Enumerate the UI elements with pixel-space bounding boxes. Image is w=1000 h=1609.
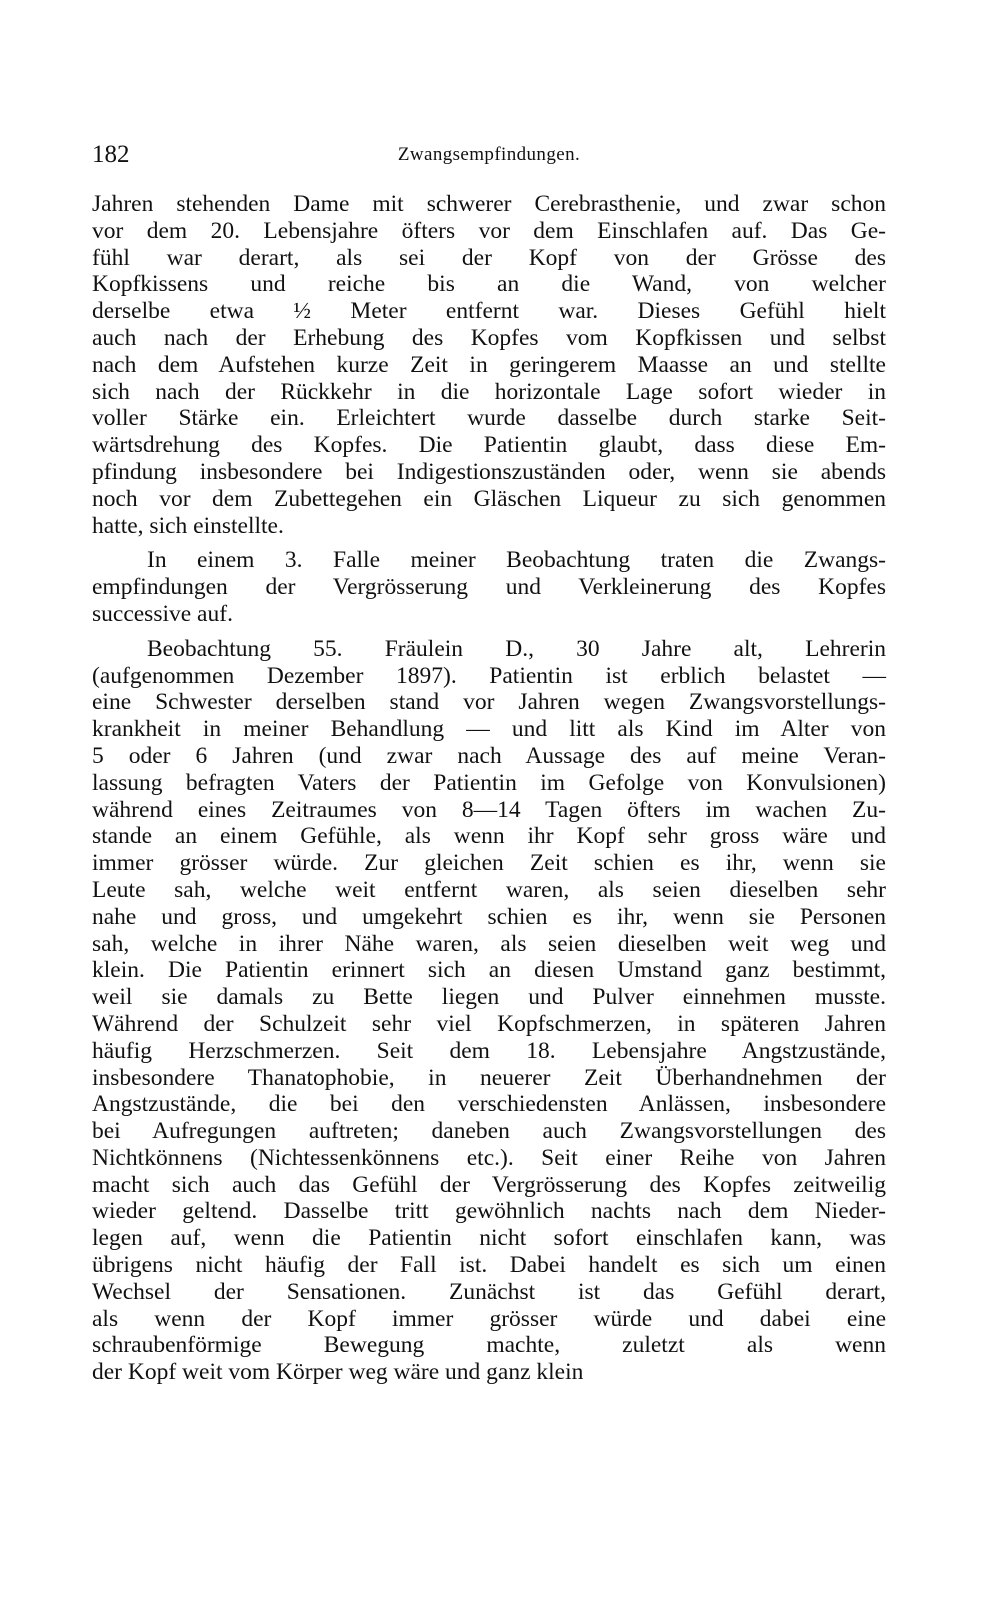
text-line: wieder geltend. Dasselbe tritt gewöhnlich nachts nach dem Nieder- <box>92 1198 886 1225</box>
text-line: pfindung insbesondere bei Indigestionszuständen oder, wenn sie abends <box>92 458 886 485</box>
text-line: übrigens nicht häufig der Fall ist. Dabei handelt es sich um einen <box>92 1252 886 1279</box>
text-line: vor dem 20. Lebensjahre öfters vor dem Einschlafen auf. Das Ge- <box>92 217 886 244</box>
text-line: auch nach der Erhebung des Kopfes vom Kopfkissen und selbst <box>92 324 886 351</box>
text-line: Nichtkönnens (Nichtessenkönnens etc.). Seit einer Reihe von Jahren <box>92 1144 886 1171</box>
paragraph-gap <box>92 539 886 547</box>
text-line: krankheit in meiner Behandlung — und litt als Kind im Alter von <box>92 716 886 743</box>
text-line: schraubenförmige Bewegung machte, zuletzt als wenn <box>92 1332 886 1359</box>
text-line: bei Aufregungen auftreten; daneben auch Zwangsvorstellungen des <box>92 1118 886 1145</box>
text-line: Kopfkissens und reiche bis an die Wand, von welcher <box>92 271 886 298</box>
text-line: hatte, sich einstellte. <box>92 512 284 539</box>
text-line: häufig Herzschmerzen. Seit dem 18. Lebensjahre Angstzustände, <box>92 1037 886 1064</box>
text-line: Angstzustände, die bei den verschiedensten Anlässen, insbesondere <box>92 1091 886 1118</box>
paragraph-gap <box>92 628 886 636</box>
text-line: wärtsdrehung des Kopfes. Die Patientin glaubt, dass diese Em- <box>92 432 886 459</box>
page-number: 182 <box>92 141 130 168</box>
text-line: nahe und gross, und umgekehrt schien es ihr, wenn sie Personen <box>92 903 886 930</box>
text-line: Während der Schulzeit sehr viel Kopfschmerzen, in späteren Jahren <box>92 1010 886 1037</box>
text-line: weil sie damals zu Bette liegen und Pulver einnehmen musste. <box>92 984 886 1011</box>
text-line: voller Stärke ein. Erleichtert wurde dasselbe durch starke Seit- <box>92 405 886 432</box>
text-line: der Kopf weit vom Körper weg wäre und ganz klein <box>92 1359 584 1386</box>
text-line: Jahren stehenden Dame mit schwerer Cerebrasthenie, und zwar schon <box>92 191 886 217</box>
text-line: immer grösser würde. Zur gleichen Zeit schien es ihr, wenn sie <box>92 850 886 877</box>
text-line: klein. Die Patientin erinnert sich an diesen Umstand ganz bestimmt, <box>92 957 886 984</box>
text-line: Beobachtung 55. Fräulein D., 30 Jahre alt, Lehrerin <box>147 635 886 662</box>
body-text <box>92 191 886 1386</box>
text-line: fühl war derart, als sei der Kopf von der Grösse des <box>92 244 886 271</box>
text-line: Leute sah, welche weit entfernt waren, als seien dieselben sehr <box>92 876 886 903</box>
text-line: während eines Zeitraumes von 8—14 Tagen öfters im wachen Zu- <box>92 796 886 823</box>
text-line: Wechsel der Sensationen. Zunächst ist das Gefühl derart, <box>92 1278 886 1305</box>
text-line: nach dem Aufstehen kurze Zeit in geringerem Maasse an und stellte <box>92 351 886 378</box>
text-line: eine Schwester derselben stand vor Jahren wegen Zwangsvorstellungs- <box>92 689 886 716</box>
text-line: legen auf, wenn die Patientin nicht sofort einschlafen kann, was <box>92 1225 886 1252</box>
paragraph <box>92 636 886 1386</box>
text-line: successive auf. <box>92 600 233 627</box>
text-line: 5 oder 6 Jahren (und zwar nach Aussage des auf meine Veran- <box>92 742 886 769</box>
text-line: sah, welche in ihrer Nähe waren, als seien dieselben weit weg und <box>92 930 886 957</box>
text-line: noch vor dem Zubettegehen ein Gläschen Liqueur zu sich genommen <box>92 485 886 512</box>
running-title: Zwangsempfindungen. <box>397 144 581 165</box>
text-line: empfindungen der Vergrösserung und Verkleinerung des Kopfes <box>92 574 886 601</box>
text-line: macht sich auch das Gefühl der Vergrösserung des Kopfes zeitweilig <box>92 1171 886 1198</box>
text-line: stande an einem Gefühle, als wenn ihr Kopf sehr gross wäre und <box>92 823 886 850</box>
page-header <box>92 138 886 172</box>
text-line: sich nach der Rückkehr in die horizontale Lage sofort wieder in <box>92 378 886 405</box>
text-line: insbesondere Thanatophobie, in neuerer Zeit Überhandnehmen der <box>92 1064 886 1091</box>
text-line: In einem 3. Falle meiner Beobachtung traten die Zwangs- <box>147 547 886 574</box>
paragraph <box>92 191 886 539</box>
text-line: als wenn der Kopf immer grösser würde und dabei eine <box>92 1305 886 1332</box>
text-line: derselbe etwa ½ Meter entfernt war. Dieses Gefühl hielt <box>92 298 886 325</box>
text-line: lassung befragten Vaters der Patientin im Gefolge von Konvulsionen) <box>92 769 886 796</box>
text-line: (aufgenommen Dezember 1897). Patientin ist erblich belastet — <box>92 662 886 689</box>
paragraph <box>92 547 886 627</box>
